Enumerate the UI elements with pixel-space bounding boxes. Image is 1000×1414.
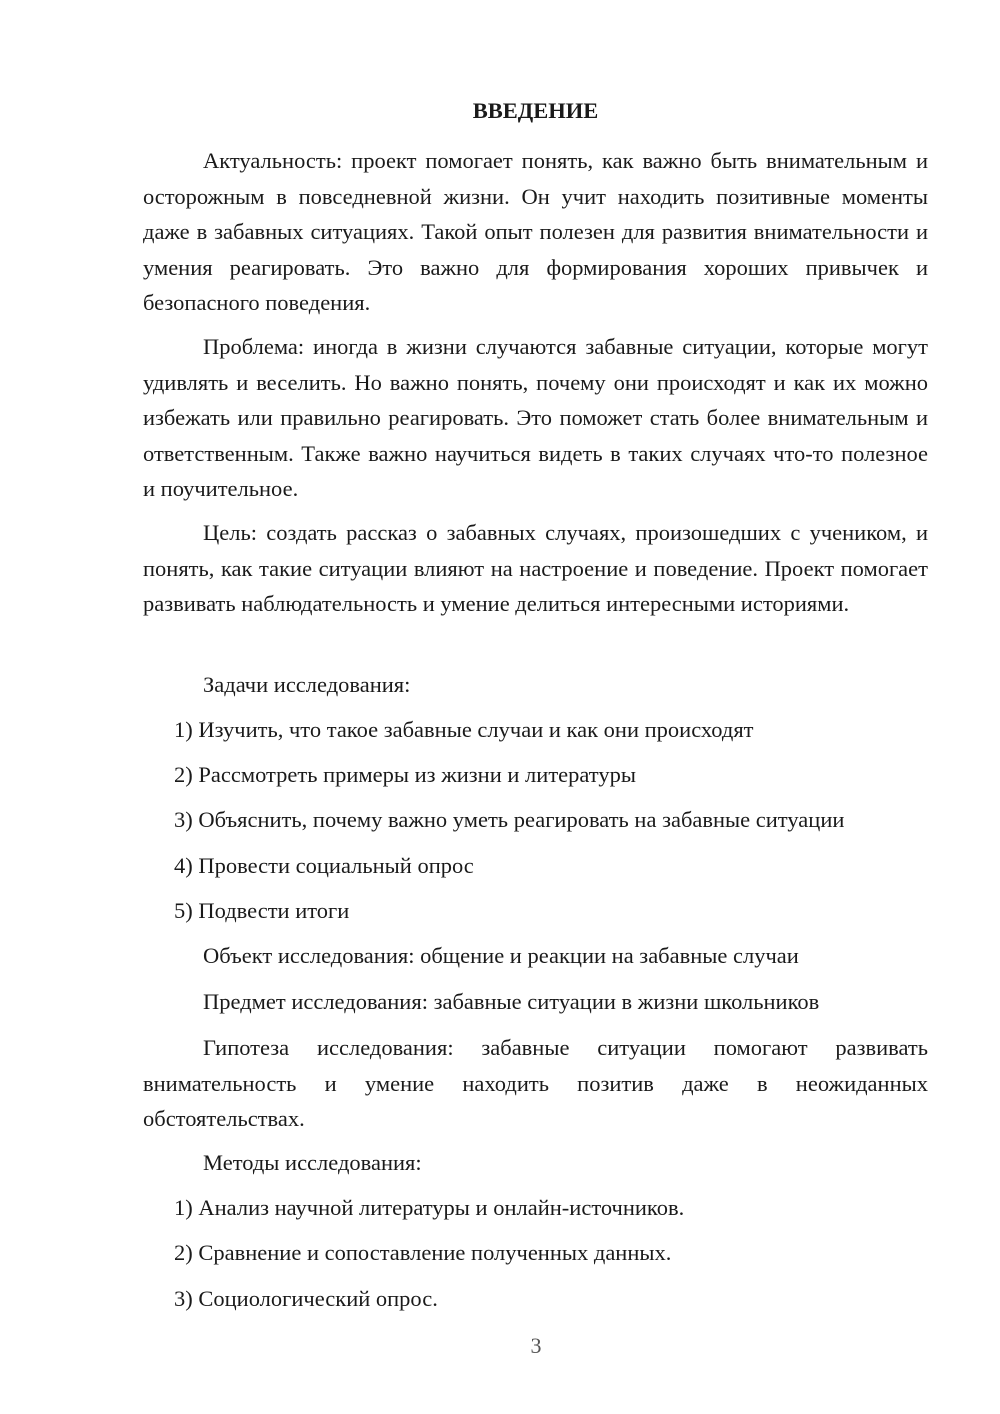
tasks-heading: Задачи исследования: [203, 672, 411, 697]
method-item: 2) Сравнение и сопоставление полученных данных. [174, 1240, 672, 1265]
problem-paragraph: Проблема: иногда в жизни случаются забавные ситуации, которые могут удивлять и веселить. Но важно понять, почему они происходят и как их можно избежать или правильно реагировать. Это поможет стать более внимательным и ответственным. Также важно научиться видеть в таких случаях что-то полезное и поучительное. [143, 334, 928, 501]
method-item: 1) Анализ научной литературы и онлайн-источников. [174, 1195, 685, 1220]
research-subject: Предмет исследования: забавные ситуации в жизни школьников [203, 989, 820, 1014]
task-item: 1) Изучить, что такое забавные случаи и как они происходят [174, 717, 754, 742]
task-item: 4) Провести социальный опрос [174, 853, 474, 878]
method-item: 3) Социологический опрос. [174, 1286, 438, 1311]
relevance-paragraph: Актуальность: проект помогает понять, как важно быть внимательным и осторожным в повседневной жизни. Он учит находить позитивные моменты даже в забавных ситуациях. Такой опыт полезен для развития внимательности и умения реагировать. Это важно для формирования хороших привычек и безопасного поведения. [143, 148, 928, 315]
research-object: Объект исследования: общение и реакции на забавные случаи [203, 943, 799, 968]
task-item: 3) Объяснить, почему важно уметь реагировать на забавные ситуации [174, 807, 845, 832]
section-title: ВВЕДЕНИЕ [472, 98, 599, 123]
task-item: 2) Рассмотреть примеры из жизни и литературы [174, 762, 636, 787]
hypothesis-paragraph: Гипотеза исследования: забавные ситуации помогают развивать внимательность и умение находить позитив даже в неожиданных обстоятельствах. [143, 1035, 928, 1131]
goal-paragraph: Цель: создать рассказ о забавных случаях, произошедших с учеником, и понять, как такие ситуации влияют на настроение и поведение. Проект помогает развивать наблюдательность и умение делиться интересными историями. [143, 520, 928, 616]
task-item: 5) Подвести итоги [174, 898, 350, 923]
page-number: 3 [530, 1333, 542, 1358]
methods-heading: Методы исследования: [203, 1150, 422, 1175]
